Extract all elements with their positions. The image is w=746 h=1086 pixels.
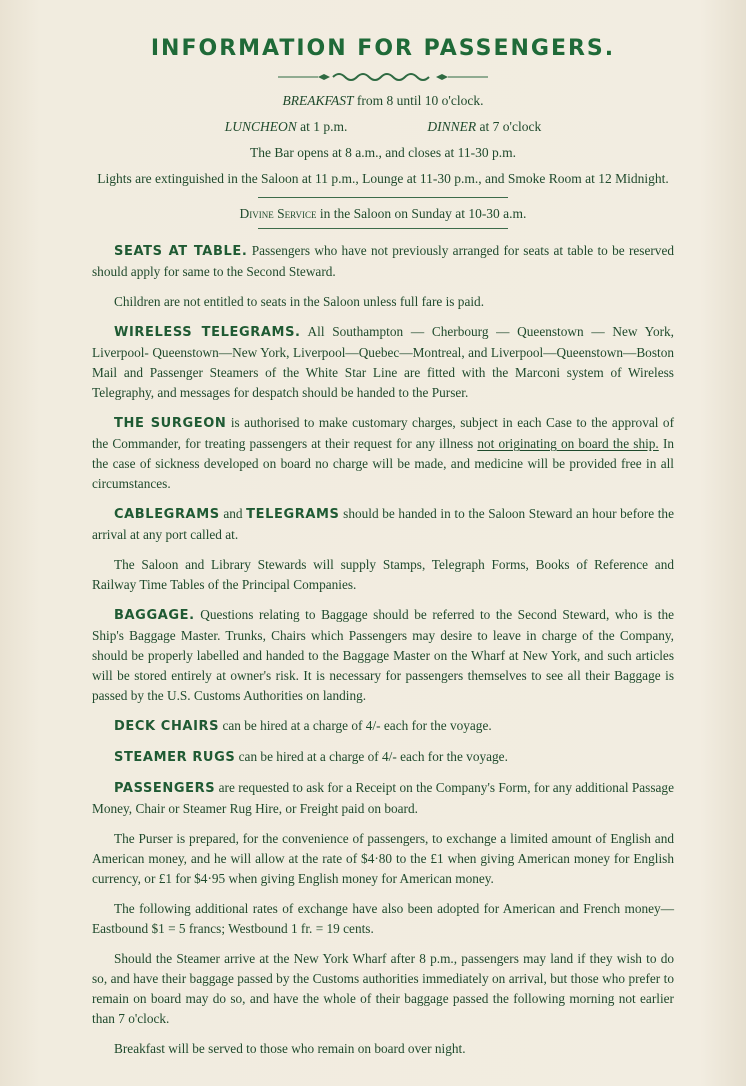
passengers-paragraph	[92, 778, 674, 819]
breakfast-note-paragraph: Breakfast will be served to those who remain on board over night.	[114, 1041, 466, 1056]
meal-times-row	[92, 119, 674, 135]
lights-out: Lights are extinguished in the Saloon at 11 p.m., Lounge at 11-30 p.m., and Smoke Room at 12 Midnight.	[97, 171, 669, 186]
cablegrams-and: and	[223, 506, 243, 521]
baggage-paragraph	[92, 605, 674, 706]
children-paragraph: Children are not entitled to seats in the Saloon unless full fare is paid.	[114, 294, 485, 309]
breakfast-label: BREAKFAST	[282, 93, 354, 108]
wireless-heading: WIRELESS TELEGRAMS.	[114, 325, 301, 340]
surgeon-heading: THE SURGEON	[114, 416, 227, 431]
surgeon-text-1: is authorised to make customary charges, subject in each Case to the approval of the Commander, for treating passengers at their request for any illness	[92, 415, 675, 451]
breakfast-line	[92, 93, 674, 109]
seats-paragraph	[92, 241, 674, 282]
telegrams-heading: TELEGRAMS	[246, 507, 340, 522]
bar-hours: The Bar opens at 8 a.m., and closes at 11-30 p.m.	[249, 145, 517, 160]
steamer-rugs-paragraph	[92, 747, 674, 768]
luncheon-line	[225, 119, 348, 135]
divider-rule-bottom	[258, 228, 508, 229]
passengers-text: are requested to ask for a Receipt on the Company's Form, for any additional Passage Money, Chair or Steamer Rug Hire, or Freight paid on board.	[92, 780, 674, 816]
breakfast-text: from 8 until 10 o'clock.	[356, 93, 484, 108]
divine-service-label: Divine Service	[239, 206, 317, 221]
dinner-label: DINNER	[427, 119, 477, 134]
cablegrams-heading: CABLEGRAMS	[114, 507, 220, 522]
divine-service-text: in the Saloon on Sunday at 10-30 a.m.	[319, 206, 527, 221]
dinner-line	[427, 119, 541, 135]
purser-paragraph: The Purser is prepared, for the convenience of passengers, to exchange a limited amount of English and American money, and he will allow at the rate of $4·80 to the £1 when giving American money for English currency, or £1 for $4·95 when giving English money for American money.	[92, 831, 674, 886]
wharf-paragraph: Should the Steamer arrive at the New York Wharf after 8 p.m., passengers may land if they wish to do so, and have their baggage passed by the Customs authorities immediately on arrival, but those who prefer to remain on board may do so, and have the whole of their baggage passed the following morning not earlier than 7 o'clock.	[92, 951, 674, 1026]
passengers-heading: PASSENGERS	[114, 781, 216, 796]
wireless-paragraph	[92, 322, 674, 403]
surgeon-underlined-text: not originating on board the ship.	[477, 436, 659, 451]
cablegrams-paragraph	[92, 504, 674, 545]
deck-chairs-text: can be hired at a charge of 4/- each for the voyage.	[222, 718, 492, 733]
surgeon-text-2: In the case of sickness developed on board no charge will be made, and medicine will be provided free in all circumstances.	[92, 436, 675, 491]
luncheon-text: at 1 p.m.	[300, 119, 348, 134]
steamer-rugs-text: can be hired at a charge of 4/- each for the voyage.	[238, 749, 508, 764]
cablegrams-text: should be handed in to the Saloon Steward an hour before the arrival at any port called at.	[92, 506, 674, 542]
baggage-text: Questions relating to Baggage should be referred to the Second Steward, who is the Ship's Baggage Master. Trunks, Chairs which Passengers may desire to leave in charge of the Company, should be properly labelled and handed to the Baggage Master on the Wharf at New York, and such articles will be stored entirely at owner's risk. It is necessary for passengers themselves to see all their Baggage is passed by the U.S. Customs Authorities on landing.	[92, 607, 674, 703]
dinner-text: at 7 o'clock	[479, 119, 542, 134]
steamer-rugs-heading: STEAMER RUGS	[114, 750, 236, 765]
exchange-rates-paragraph: The following additional rates of exchange have also been adopted for American and French money—Eastbound $1 = 5 francs; Westbound 1 fr. = 19 cents.	[92, 901, 674, 936]
wireless-text: All Southampton — Cherbourg — Queenstown — New York, Liverpool- Queenstown—New York, Liverpool—Quebec—Montreal, and Liverpool—Queenstown—Boston Mail and Passenger Steamers of the White Star Line are fitted with the Marconi system of Wireless Telegraphy, and messages for despatch should be handed to the Purser.	[92, 324, 674, 400]
divine-service-line	[92, 206, 674, 222]
ornament-divider	[278, 71, 488, 83]
seats-heading: SEATS AT TABLE.	[114, 244, 248, 259]
deck-chairs-heading: DECK CHAIRS	[114, 719, 220, 734]
surgeon-paragraph	[92, 413, 674, 494]
library-paragraph: The Saloon and Library Stewards will supply Stamps, Telegraph Forms, Books of Reference and Railway Time Tables of the Principal Companies.	[92, 557, 674, 592]
divider-rule-top	[258, 197, 508, 198]
page-title: INFORMATION FOR PASSENGERS.	[150, 36, 616, 61]
baggage-heading: BAGGAGE.	[114, 608, 195, 623]
seats-text: Passengers who have not previously arranged for seats at table to be reserved should apply for same to the Second Steward.	[92, 243, 675, 279]
deck-chairs-paragraph	[92, 716, 674, 737]
luncheon-label: LUNCHEON	[224, 119, 297, 134]
